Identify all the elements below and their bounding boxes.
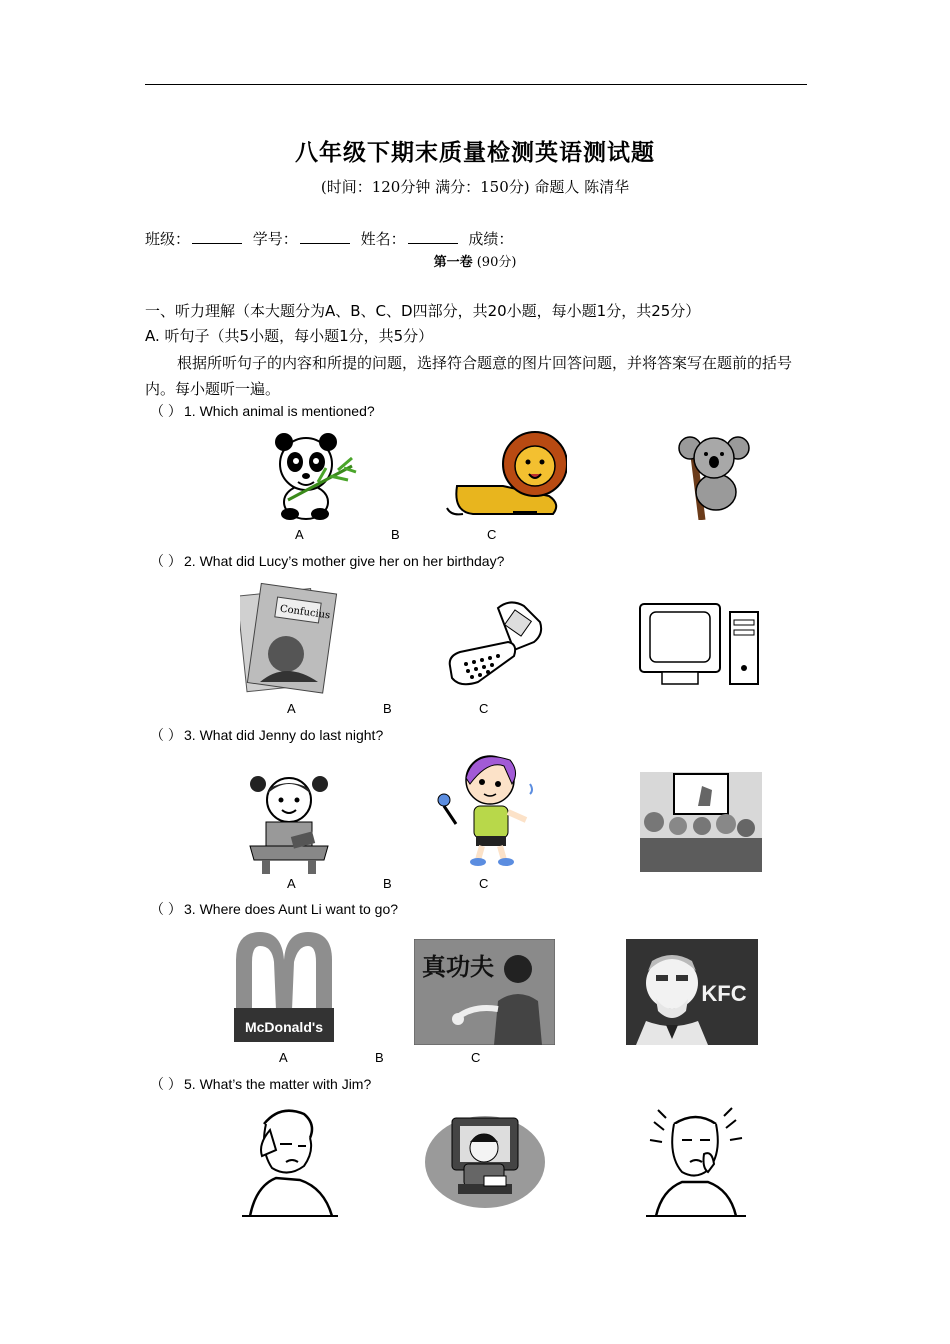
question-text: 3. What did Jenny do last night? [184,727,384,743]
option-b-label: B [375,1050,384,1065]
answer-paren[interactable]: （ ） [150,553,182,569]
name-field[interactable] [408,229,458,244]
top-rule [145,84,807,85]
class-label: 班级： [145,230,191,248]
kungfu-logo-text: 真功夫 [422,953,494,981]
computer-picture [636,598,762,694]
answer-paren[interactable]: （ ） [150,1076,182,1092]
reading-girl-picture [246,772,332,874]
ping-pong-girl-picture [434,750,540,866]
mcdonalds-logo-text: McDonald's [244,1019,324,1035]
volume-heading [0,251,950,270]
number-label: 学号： [252,230,298,248]
option-b-label: B [383,876,392,891]
answer-paren[interactable]: （ ） [150,403,182,419]
answer-paren[interactable]: （ ） [150,901,182,917]
books-picture [240,582,340,694]
page-title: 八年级下期末质量检测英语测试题 [295,139,655,166]
name-label: 姓名： [360,230,406,248]
option-a-label: A [279,1050,288,1065]
panda-picture [268,430,358,522]
number-field[interactable] [300,229,350,244]
mobile-phone-picture [444,600,544,688]
koala-picture [676,430,750,520]
question-text: 5. What’s the matter with Jim? [184,1076,372,1092]
watching-film-picture [640,772,762,872]
question-text: 1. Which animal is mentioned? [184,403,375,419]
option-a-label: A [295,527,304,542]
headache-picture [240,1104,340,1218]
student-info-line [145,228,513,249]
hurt-leg-picture [424,1108,546,1210]
book-title: Confucius [279,603,331,622]
option-c-label: C [479,876,489,891]
mcdonalds-logo [232,930,336,1044]
option-a-label: A [287,701,296,716]
option-a-label: A [287,876,296,891]
section-heading: 一、听力理解（本大题分为A、B、C、D四部分，共20小题，每小题1分，共25分） [145,302,701,320]
option-b-label: B [391,527,400,542]
kfc-logo-text: KFC [701,981,747,1006]
question-2 [150,551,504,571]
option-c-label: C [471,1050,481,1065]
class-field[interactable] [192,229,242,244]
question-text: 2. What did Lucy’s mother give her on her birthday? [184,553,505,569]
score-label: 成绩： [468,230,514,248]
exam-subtitle: (时间：120分钟 满分：150分) 命题人 陈清华 [320,178,630,196]
question-text: 3. Where does Aunt Li want to go? [184,901,399,917]
question-1 [150,401,375,421]
option-b-label: B [383,701,392,716]
toothache-picture [644,1106,748,1218]
option-c-label: C [479,701,489,716]
kfc-logo [626,939,758,1045]
kungfu-logo [414,939,555,1045]
lion-picture [443,424,567,522]
volume-score: (90分) [476,255,517,270]
instructions: 根据所听句子的内容和所提的问题，选择符合题意的图片回答问题，并将答案写在题前的括号内。每小题听一遍。 [145,354,793,398]
answer-paren[interactable]: （ ） [150,727,182,743]
question-3 [150,725,383,745]
question-4 [150,899,398,919]
volume-label: 第一卷 [433,255,473,270]
option-c-label: C [487,527,497,542]
question-5 [150,1074,371,1094]
part-a-heading: A. 听句子（共5小题，每小题1分，共5分） [145,327,434,345]
